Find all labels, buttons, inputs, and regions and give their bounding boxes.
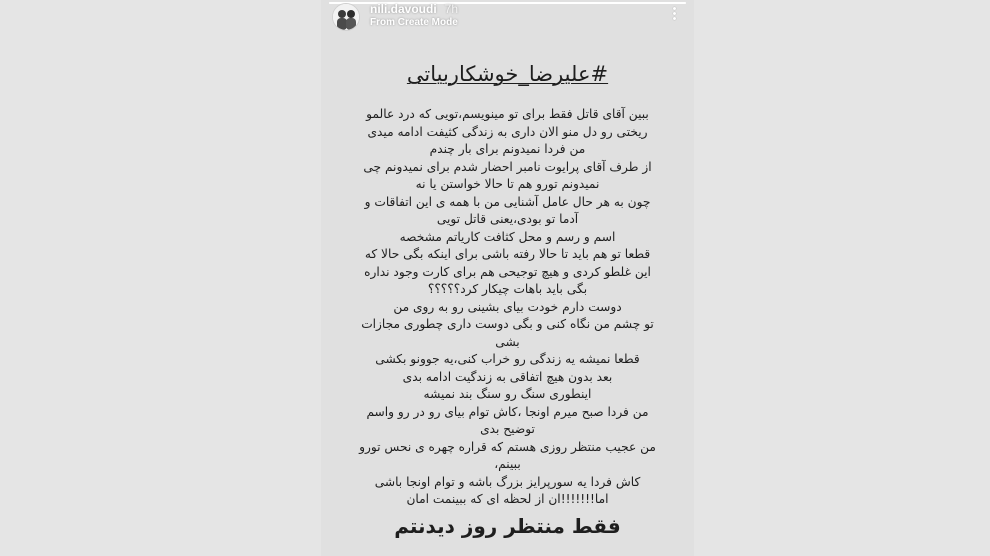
message-line: کاش فردا یه سورپرایز بزرگ باشه و توام اونجا باشی — [374, 474, 641, 489]
message-line: ببین آقای قاتل فقط برای تو مینویسم،تویی که درد عالمو — [366, 107, 649, 121]
message-line: اسم و رسم و محل کثافت کاریاتم مشخصه — [399, 229, 616, 244]
message-line: بشی — [495, 334, 520, 349]
message-line: بگی باید باهات چیکار کرد؟؟؟؟؟ — [427, 282, 588, 296]
message-line: قطعا تو هم باید تا حالا رفته باشی برای اینکه بگی حالا که — [364, 247, 651, 261]
message-line: دوست دارم خودت بیای بشینی رو به روی من — [393, 299, 622, 314]
message-line: من فردا صبح میرم اونجا ،کاش توام بیای رو در رو واسم — [366, 404, 649, 419]
more-options-button[interactable] — [666, 5, 682, 23]
message-line: نمیدونم تورو هم تا حالا خواستن یا نه — [415, 177, 600, 191]
message-body — [327, 106, 688, 509]
story-header — [321, 0, 694, 36]
message-line: من فردا نمیدونم برای بار چندم — [429, 142, 586, 156]
story-card[interactable] — [321, 0, 694, 556]
message-line: بعد بدون هیچ اتفاقی به زندگیت ادامه بدی — [402, 369, 613, 384]
profile-photo-icon — [333, 4, 359, 30]
message-line: من عجیب منتظر روزی هستم که قراره چهره ی نحس تورو — [359, 439, 656, 454]
username-link[interactable]: nili.davoudi — [370, 2, 437, 16]
message-line: این غلطو کردی و هیچ توجیحی هم برای کارت وجود نداره — [364, 264, 651, 279]
message-line: ببینم، — [494, 457, 521, 471]
story-text-content — [327, 52, 688, 556]
message-line: اینطوری سنگ رو سنگ بند نمیشه — [423, 387, 592, 401]
time-ago: 7h — [444, 2, 459, 16]
message-line: اما!!!!!!!ان از لحظه ای که ببینمت امان — [406, 492, 609, 506]
message-line: از طرف آقای پرایوت نامبر احضار شدم برای نمیدونم چی — [363, 159, 652, 174]
username-row — [370, 2, 458, 16]
hashtag[interactable]: #علیرضا_خوشکاربیاتی — [406, 62, 609, 86]
vertical-ellipsis-icon — [666, 7, 682, 20]
message-line: ریختی رو دل منو الان داری به زندگی کثیفت ادامه میدی — [367, 124, 648, 139]
create-mode-label[interactable]: From Create Mode — [370, 17, 458, 28]
message-line: چون به هر حال عامل آشنایی من با همه ی این اتفاقات و — [364, 194, 651, 209]
message-line: تو چشم من نگاه کنی و بگی دوست داری چطوری مجازات — [361, 317, 654, 331]
avatar[interactable] — [332, 3, 360, 31]
closing-line: فقط منتظر روز دیدنتم — [394, 513, 621, 538]
message-line: توضیح بدی — [480, 422, 535, 436]
message-line: قطعا نمیشه یه زندگی رو خراب کنی،یه جوونو بکشی — [375, 352, 640, 366]
message-line: آدما تو بودی،یعنی قاتل تویی — [436, 212, 579, 226]
